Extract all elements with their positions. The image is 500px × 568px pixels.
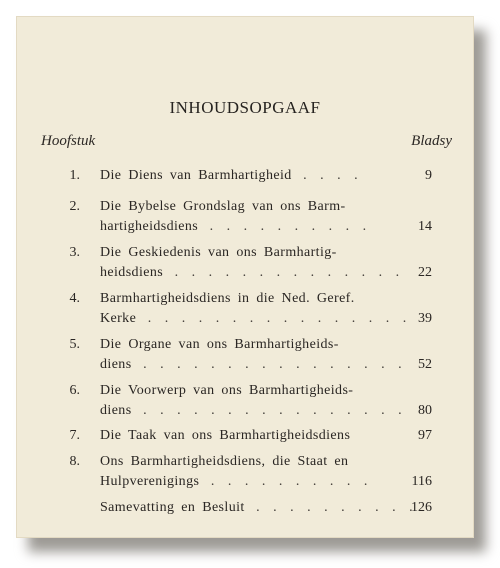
chapter-title: Die Taak van ons Barmhartigheidsdiens [100,428,351,443]
chapter-number: 2. [69,199,80,214]
page-title: INHOUDSOPGAAF [169,98,321,117]
page-number: 52 [418,357,432,372]
chapter-title-line-2: Hulpverenigings . . . . . . . . . . [100,474,370,489]
leader-dots: . . . . . . . . . . . . . . . . [131,403,404,418]
chapter-number: 6. [69,383,80,398]
chapter-title-line-2: hartigheidsdiens . . . . . . . . . . [100,219,369,234]
leader-dots: . . . . . . . . . . . . . . [163,265,402,280]
chapter-title-line-1: Die Geskiedenis van ons Barmhartig- [100,245,337,260]
chapter-number: 4. [69,291,80,306]
page-number: 80 [418,403,432,418]
leader-dots: . . . . . . . . . . [198,219,369,234]
chapter-number: 1. [69,168,80,183]
chapter-title: Samevatting en Besluit . . . . . . . . . . [100,500,415,515]
chapter-title-line-1: Die Voorwerp van ons Barmhartigheids- [100,383,354,398]
chapter-number: 3. [69,245,80,260]
leader-dots: . . . . . . . . . . [199,474,370,489]
page-number: 39 [418,311,432,326]
page-number: 9 [425,168,432,183]
chapter-title: Die Diens van Barmhartigheid . . . . [100,168,360,183]
chapter-title-line-1: Die Organe van ons Barmhartigheids- [100,337,339,352]
chapter-title-line-2: diens . . . . . . . . . . . . . . . . [100,357,404,372]
leader-dots: . . . . . . . . . . [244,500,415,515]
chapter-title-line-2: diens . . . . . . . . . . . . . . . . [100,403,404,418]
column-header-page: Bladsy [411,133,452,149]
page-number: 97 [418,428,432,443]
leader-dots: . . . . [291,168,360,183]
column-header-chapter: Hoofstuk [41,133,96,149]
book-page [16,16,474,538]
chapter-number: 8. [69,454,80,469]
leader-dots: . . . . . . . . . . . . . . . . [136,311,409,326]
page-number: 126 [411,500,432,515]
chapter-number: 7. [69,428,80,443]
page-number: 22 [418,265,432,280]
chapter-title-line-1: Barmhartigheidsdiens in die Ned. Geref. [100,291,355,306]
chapter-title-line-2: Kerke . . . . . . . . . . . . . . . . [100,311,409,326]
page-number: 116 [411,474,432,489]
chapter-title-line-1: Ons Barmhartigheidsdiens, die Staat en [100,454,349,469]
chapter-title-line-2: heidsdiens . . . . . . . . . . . . . . [100,265,402,280]
chapter-title-line-1: Die Bybelse Grondslag van ons Barm- [100,199,346,214]
page-number: 14 [418,219,432,234]
chapter-number: 5. [69,337,80,352]
leader-dots: . . . . . . . . . . . . . . . . [131,357,404,372]
